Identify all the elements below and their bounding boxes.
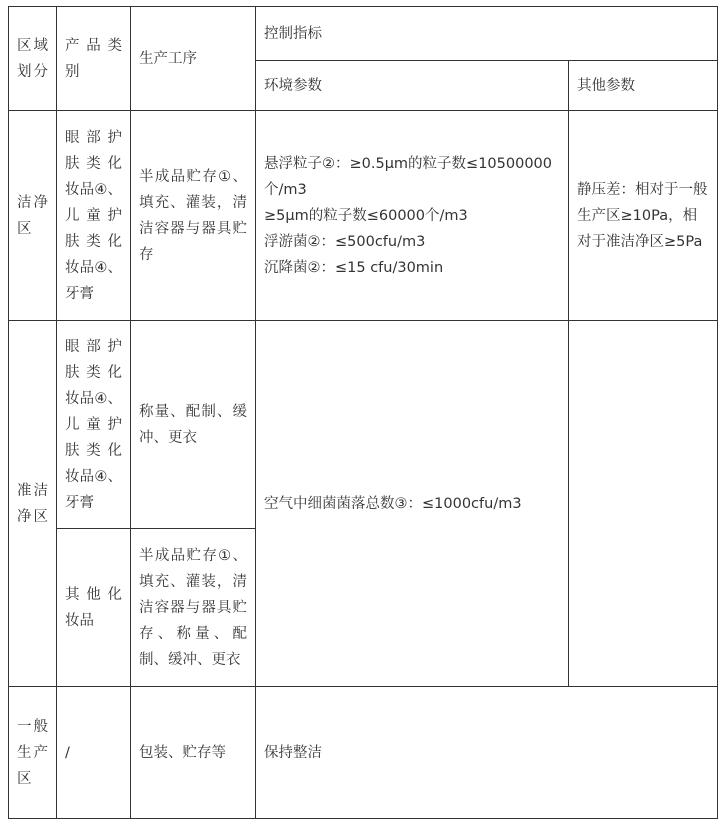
header-env: 环境参数 [256,61,569,111]
env-clean-line: 悬浮粒子②：≥0.5μm的粒子数≤10500000个/m3 [264,155,553,198]
header-product: 产品类别 [57,7,131,111]
header-process: 生产工序 [131,7,256,111]
process-semi-clean-1: 称量、配制、缓冲、更衣 [131,321,256,529]
header-zone: 区域划分 [9,7,57,111]
zone-clean: 洁净区 [9,111,57,321]
other-semi-clean [569,321,718,687]
env-clean-line: 沉降菌②：≤15 cfu/30min [264,259,444,276]
env-clean [256,111,569,321]
env-clean-line: ≥5μm的粒子数≤60000个/m3 [264,207,468,224]
product-clean: 眼部护肤类化妆品④、儿童护肤类化妆品④、牙膏 [57,111,131,321]
process-semi-clean-2: 半成品贮存①、填充、灌装，清洁容器与器具贮存、称量、配制、缓冲、更衣 [131,529,256,687]
zone-semi-clean: 准洁净区 [9,321,57,687]
header-control: 控制指标 [256,7,718,61]
other-clean: 静压差：相对于一般生产区≥10Pa，相对于准洁净区≥5Pa [569,111,718,321]
process-clean: 半成品贮存①、填充、灌装，清洁容器与器具贮存 [131,111,256,321]
control-table [8,6,718,819]
zone-general: 一般生产区 [9,687,57,819]
header-other: 其他参数 [569,61,718,111]
product-semi-clean-2: 其他化妆品 [57,529,131,687]
env-clean-line: 浮游菌②：≤500cfu/m3 [264,233,426,250]
process-general: 包装、贮存等 [131,687,256,819]
env-general: 保持整洁 [256,687,718,819]
env-semi-clean: 空气中细菌菌落总数③：≤1000cfu/m3 [256,321,569,687]
product-semi-clean-1: 眼部护肤类化妆品④、儿童护肤类化妆品④、牙膏 [57,321,131,529]
product-general: / [57,687,131,819]
